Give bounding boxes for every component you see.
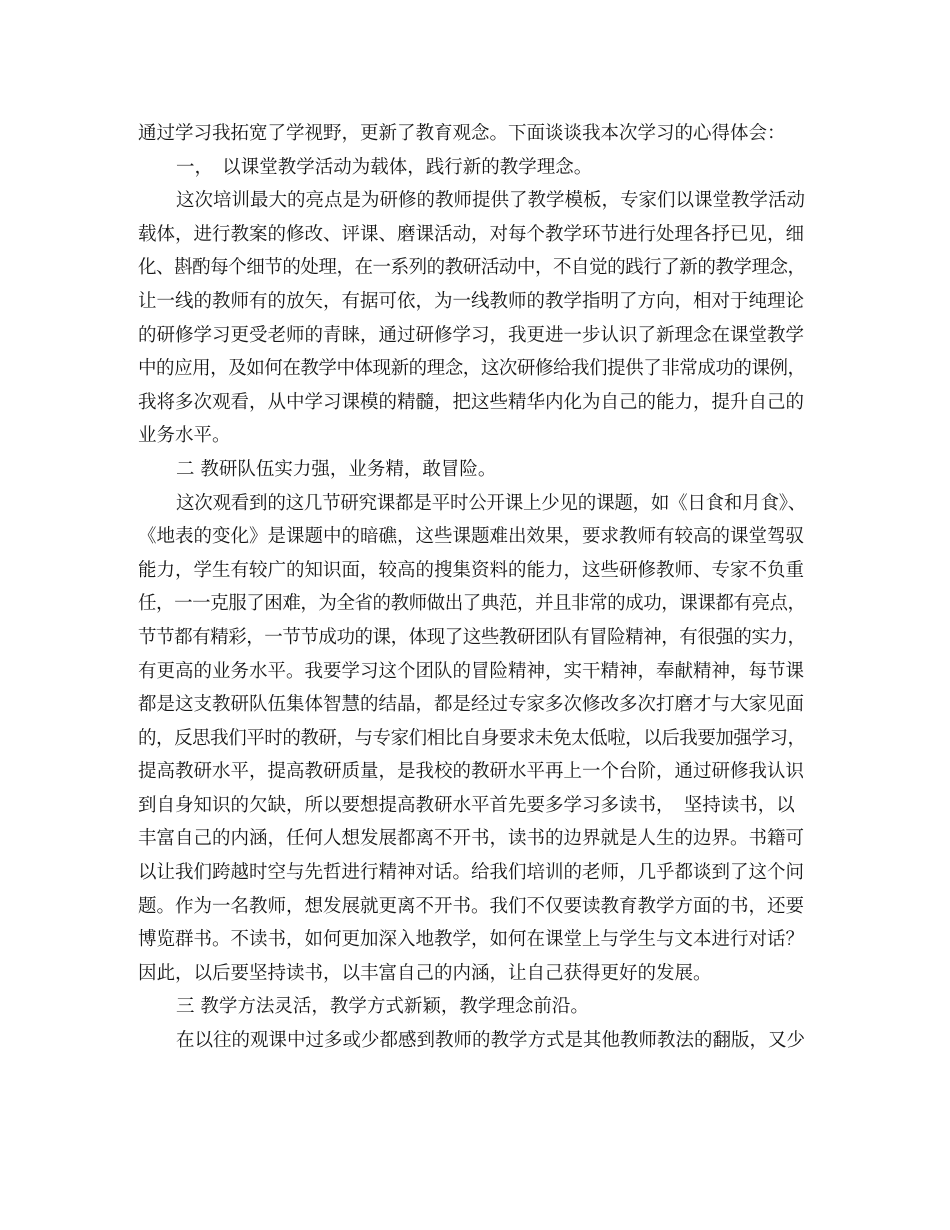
text-line: 题。作为一名教师，想发展就更离不开书。我们不仅要读教育教学方面的书，还要 [138,895,805,917]
text-line: 我将多次观看，从中学习课模的精髓，把这些精华内化为自己的能力，提升自己的 [138,391,805,413]
text-line: 通过学习我拓宽了学视野，更新了教育观念。下面谈谈我本次学习的心得体会： [138,123,786,144]
text-line: 这次观看到的这几节研究课都是平时公开课上少见的课题，如《日食和月食》、 [176,492,806,514]
text-line: 《地表的变化》是课题中的暗礁，这些课题难出效果，要求教师有较高的课堂驾驭 [138,526,805,548]
text-line: 丰富自己的内涵，任何人想发展都离不开书，读书的边界就是人生的边界。书籍可 [138,828,805,850]
text-line: 都是这支教研队伍集体智慧的结晶，都是经过专家多次修改多次打磨才与大家见面 [138,694,805,716]
text-line: 因此，以后要坚持读书，以丰富自己的内涵，让自己获得更好的发展。 [138,962,712,984]
text-line: 三 教学方法灵活，教学方式新颖，教学理念前沿。 [176,996,589,1018]
text-line: 二 教研队伍实力强，业务精，敢冒险。 [176,458,497,480]
text-line: 的研修学习更受老师的青睐，通过研修学习，我更进一步认识了新理念在课堂教学 [138,324,805,346]
text-line: 的，反思我们平时的教研，与专家们相比自身要求未免太低啦，以后我要加强学习， [138,727,806,749]
text-line: 中的应用，及如何在教学中体现新的理念，这次研修给我们提供了非常成功的课例， [138,358,806,380]
text-line: 化、斟酌每个细节的处理，在一系列的教研活动中，不自觉的践行了新的教学理念， [138,257,806,279]
text-line: 节节都有精彩，一节节成功的课，体现了这些教研团队有冒险精神，有很强的实力， [138,626,806,648]
text-line: 一， 以课堂教学活动为载体，践行新的教学理念。 [176,156,593,178]
text-line: 以让我们跨越时空与先哲进行精神对话。给我们培训的老师，几乎都谈到了这个问 [138,862,805,884]
text-line: 到自身知识的欠缺，所以要想提高教研水平首先要多学习多读书， 坚持读书，以 [138,794,795,816]
text-line: 博览群书。不读书，如何更加深入地教学，如何在课堂上与学生与文本进行对话？ [138,929,805,951]
text-line: 业务水平。 [138,425,231,447]
text-line: 提高教研水平，提高教研质量，是我校的教研水平再上一个台阶，通过研修我认识 [138,761,805,783]
text-line: 这次培训最大的亮点是为研修的教师提供了教学模板，专家们以课堂教学活动 [176,190,806,212]
text-line: 让一线的教师有的放矢，有据可依，为一线教师的教学指明了方向，相对于纯理论 [138,290,805,312]
text-line: 有更高的业务水平。我要学习这个团队的冒险精神，实干精神，奉献精神，每节课 [138,660,805,682]
document-body [138,117,813,1058]
text-line: 任，一一克服了困难，为全省的教师做出了典范，并且非常的成功，课课都有亮点， [138,593,806,615]
text-line: 载体，进行教案的修改、评课、磨课活动，对每个教学环节进行处理各抒已见，细 [138,223,805,245]
text-line: 在以往的观课中过多或少都感到教师的教学方式是其他教师教法的翻版，又少 [176,1030,806,1052]
text-line: 能力，学生有较广的知识面，较高的搜集资料的能力，这些研修教师、专家不负重 [138,559,805,581]
